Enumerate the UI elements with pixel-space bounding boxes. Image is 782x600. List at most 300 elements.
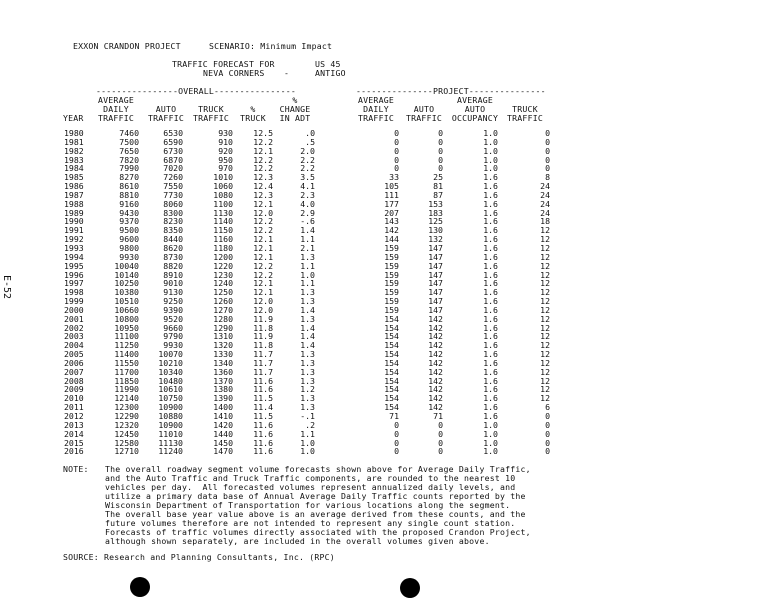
punch-hole-right (400, 578, 420, 598)
cell-project-truck-traffic: 24 (540, 181, 550, 192)
cell-project-auto-traffic: 0 (438, 437, 443, 448)
cell-avg-auto-occupancy: 1.6 (483, 384, 498, 395)
col-auto-h2: TRAFFIC (148, 113, 184, 123)
cell-auto-traffic: 9790 (163, 331, 183, 342)
cell-project-truck-traffic: 0 (545, 136, 550, 147)
cell-avg-daily-traffic: 12320 (114, 419, 139, 430)
cell-project-truck-traffic: 12 (540, 269, 550, 280)
cell-pct-change-adt: 1.4 (300, 331, 315, 342)
cell-year: 1998 (64, 287, 84, 298)
col-occupancy-h3: OCCUPANCY (451, 113, 499, 123)
traffic-forecast-table (64, 129, 550, 456)
cell-auto-traffic: 9130 (163, 287, 183, 298)
cell-pct-truck: 12.0 (253, 304, 273, 315)
cell-year: 2012 (64, 411, 84, 421)
cell-auto-traffic: 9520 (163, 313, 183, 324)
cell-pct-truck: 11.8 (253, 340, 273, 351)
cell-avg-daily-traffic: 12710 (114, 446, 139, 457)
segment-to: ANTIGO (315, 68, 346, 78)
cell-year: 1985 (64, 172, 84, 183)
cell-truck-traffic: 1330 (213, 349, 233, 360)
cell-avg-daily-traffic: 10250 (114, 278, 139, 289)
cell-truck-traffic: 1470 (213, 446, 233, 457)
cell-pct-truck: 12.0 (253, 207, 273, 218)
cell-pct-change-adt: 1.1 (300, 234, 315, 245)
cell-year: 1990 (64, 216, 84, 227)
cell-avg-auto-occupancy: 1.6 (483, 278, 498, 289)
cell-pct-change-adt: 1.0 (300, 446, 315, 457)
cell-project-auto-traffic: 142 (428, 322, 443, 333)
cell-project-truck-traffic: 12 (540, 251, 550, 262)
cell-truck-traffic: 1060 (213, 181, 233, 192)
cell-year: 1999 (64, 296, 84, 307)
cell-auto-traffic: 8350 (163, 225, 183, 236)
cell-project-avg-daily-traffic: 159 (384, 269, 399, 280)
cell-project-truck-traffic: 0 (545, 446, 550, 457)
cell-auto-traffic: 8300 (163, 207, 183, 218)
scenario-label: SCENARIO: Minimum Impact (209, 41, 333, 51)
cell-year: 2013 (64, 419, 84, 430)
cell-avg-daily-traffic: 7460 (119, 128, 139, 138)
cell-project-avg-daily-traffic: 33 (389, 172, 399, 183)
cell-avg-auto-occupancy: 1.6 (483, 411, 498, 421)
cell-project-auto-traffic: 0 (438, 145, 443, 156)
cell-project-avg-daily-traffic: 111 (384, 189, 399, 200)
cell-truck-traffic: 1310 (213, 331, 233, 342)
cell-pct-truck: 12.1 (253, 287, 273, 298)
cell-pct-truck: 12.2 (253, 225, 273, 236)
cell-project-avg-daily-traffic: 0 (394, 136, 399, 147)
cell-avg-auto-occupancy: 1.6 (483, 402, 498, 413)
cell-project-truck-traffic: 12 (540, 340, 550, 351)
cell-pct-change-adt: .2 (305, 419, 315, 430)
cell-project-auto-traffic: 71 (433, 411, 443, 421)
cell-avg-auto-occupancy: 1.6 (483, 216, 498, 227)
cell-truck-traffic: 920 (218, 145, 233, 156)
cell-pct-truck: 12.1 (253, 145, 273, 156)
col-proj-truck-h2: TRAFFIC (507, 113, 543, 123)
cell-project-avg-daily-traffic: 142 (384, 225, 399, 236)
overall-group-header: ----------------OVERALL---------------- (96, 86, 297, 96)
cell-pct-change-adt: .5 (305, 136, 315, 147)
cell-pct-truck: 11.7 (253, 357, 273, 368)
cell-avg-daily-traffic: 11700 (114, 366, 139, 377)
cell-pct-change-adt: 1.3 (300, 402, 315, 413)
cell-auto-traffic: 9010 (163, 278, 183, 289)
cell-pct-truck: 11.5 (253, 411, 273, 421)
cell-avg-auto-occupancy: 1.6 (483, 357, 498, 368)
cell-pct-truck: 12.1 (253, 198, 273, 209)
cell-project-truck-traffic: 0 (545, 154, 550, 165)
cell-project-avg-daily-traffic: 0 (394, 128, 399, 138)
cell-truck-traffic: 1450 (213, 437, 233, 448)
cell-year: 2007 (64, 366, 84, 377)
cell-truck-traffic: 1140 (213, 216, 233, 227)
cell-auto-traffic: 10900 (158, 402, 183, 413)
cell-avg-daily-traffic: 10040 (114, 260, 139, 271)
cell-pct-change-adt: 1.4 (300, 304, 315, 315)
cell-auto-traffic: 8440 (163, 234, 183, 245)
col-pct-truck-h1: % (250, 104, 256, 114)
cell-project-avg-daily-traffic: 159 (384, 296, 399, 307)
cell-project-auto-traffic: 147 (428, 296, 443, 307)
cell-project-auto-traffic: 0 (438, 128, 443, 138)
cell-truck-traffic: 1230 (213, 269, 233, 280)
cell-project-truck-traffic: 12 (540, 357, 550, 368)
cell-avg-auto-occupancy: 1.0 (483, 128, 498, 138)
cell-avg-daily-traffic: 10380 (114, 287, 139, 298)
col-occupancy-h1: AVERAGE (457, 95, 493, 105)
cell-avg-daily-traffic: 12290 (114, 411, 139, 421)
cell-avg-auto-occupancy: 1.6 (483, 172, 498, 183)
cell-avg-auto-occupancy: 1.0 (483, 428, 498, 439)
cell-project-truck-traffic: 12 (540, 322, 550, 333)
cell-pct-change-adt: -.1 (300, 411, 315, 421)
cell-project-avg-daily-traffic: 159 (384, 304, 399, 315)
cell-avg-daily-traffic: 9430 (119, 207, 139, 218)
cell-year: 2014 (64, 428, 84, 439)
page-number: E-52 (1, 275, 12, 300)
cell-project-truck-traffic: 12 (540, 304, 550, 315)
cell-auto-traffic: 8730 (163, 251, 183, 262)
cell-truck-traffic: 1340 (213, 357, 233, 368)
cell-year: 1995 (64, 260, 84, 271)
cell-pct-truck: 11.5 (253, 393, 273, 404)
cell-truck-traffic: 1370 (213, 375, 233, 386)
cell-avg-auto-occupancy: 1.6 (483, 189, 498, 200)
col-proj-auto-h1: AUTO (413, 104, 435, 114)
cell-year: 2006 (64, 357, 84, 368)
cell-pct-truck: 12.2 (253, 136, 273, 147)
cell-auto-traffic: 9250 (163, 296, 183, 307)
cell-pct-change-adt: 2.2 (300, 163, 315, 174)
cell-project-avg-daily-traffic: 144 (384, 234, 399, 245)
cell-project-avg-daily-traffic: 0 (394, 437, 399, 448)
cell-pct-truck: 12.1 (253, 278, 273, 289)
cell-project-auto-traffic: 0 (438, 136, 443, 147)
cell-pct-truck: 11.6 (253, 384, 273, 395)
cell-avg-daily-traffic: 11990 (114, 384, 139, 395)
cell-avg-daily-traffic: 8810 (119, 189, 139, 200)
cell-avg-daily-traffic: 10510 (114, 296, 139, 307)
cell-project-truck-traffic: 12 (540, 331, 550, 342)
cell-project-auto-traffic: 147 (428, 304, 443, 315)
cell-avg-daily-traffic: 12140 (114, 393, 139, 404)
cell-project-auto-traffic: 142 (428, 357, 443, 368)
cell-project-truck-traffic: 12 (540, 234, 550, 245)
cell-project-truck-traffic: 0 (545, 419, 550, 430)
cell-project-auto-traffic: 147 (428, 260, 443, 271)
cell-avg-daily-traffic: 12450 (114, 428, 139, 439)
cell-project-auto-traffic: 147 (428, 251, 443, 262)
cell-project-auto-traffic: 142 (428, 331, 443, 342)
cell-avg-auto-occupancy: 1.6 (483, 269, 498, 280)
cell-project-avg-daily-traffic: 0 (394, 154, 399, 165)
cell-pct-change-adt: 4.0 (300, 198, 315, 209)
cell-truck-traffic: 1130 (213, 207, 233, 218)
cell-year: 1996 (64, 269, 84, 280)
cell-year: 2003 (64, 331, 84, 342)
cell-year: 1981 (64, 136, 84, 147)
cell-project-truck-traffic: 24 (540, 189, 550, 200)
cell-pct-truck: 11.4 (253, 402, 273, 413)
cell-avg-daily-traffic: 9500 (119, 225, 139, 236)
cell-truck-traffic: 1400 (213, 402, 233, 413)
cell-truck-traffic: 1200 (213, 251, 233, 262)
note-line: and the Auto Traffic and Truck Traffic components, are rounded to the nearest 10 (105, 473, 516, 483)
cell-pct-change-adt: 1.3 (300, 251, 315, 262)
cell-project-truck-traffic: 12 (540, 225, 550, 236)
cell-auto-traffic: 6730 (163, 145, 183, 156)
cell-project-avg-daily-traffic: 159 (384, 260, 399, 271)
cell-pct-change-adt: 1.3 (300, 349, 315, 360)
cell-project-auto-traffic: 142 (428, 375, 443, 386)
cell-pct-truck: 12.2 (253, 260, 273, 271)
cell-truck-traffic: 1380 (213, 384, 233, 395)
cell-auto-traffic: 11010 (158, 428, 183, 439)
cell-pct-truck: 12.2 (253, 269, 273, 280)
cell-avg-auto-occupancy: 1.6 (483, 375, 498, 386)
col-proj-truck-h1: TRUCK (512, 104, 538, 114)
cell-pct-truck: 11.6 (253, 419, 273, 430)
cell-avg-auto-occupancy: 1.6 (483, 366, 498, 377)
col-avg-daily-h3: TRAFFIC (98, 113, 134, 123)
cell-year: 1986 (64, 181, 84, 192)
cell-pct-truck: 12.2 (253, 216, 273, 227)
col-change-h1: % (292, 95, 298, 105)
cell-project-avg-daily-traffic: 154 (384, 366, 399, 377)
segment-from: NEVA CORNERS (203, 68, 265, 78)
cell-year: 1989 (64, 207, 84, 218)
cell-avg-auto-occupancy: 1.6 (483, 198, 498, 209)
cell-project-auto-traffic: 147 (428, 287, 443, 298)
cell-year: 2005 (64, 349, 84, 360)
cell-year: 1980 (64, 128, 84, 138)
cell-avg-auto-occupancy: 1.6 (483, 234, 498, 245)
cell-year: 1994 (64, 251, 84, 262)
cell-truck-traffic: 930 (218, 128, 233, 138)
cell-project-auto-traffic: 142 (428, 340, 443, 351)
cell-project-auto-traffic: 142 (428, 384, 443, 395)
note-line: utilize a primary data base of Annual Average Daily Traffic counts reported by the (105, 491, 526, 501)
cell-project-avg-daily-traffic: 154 (384, 349, 399, 360)
cell-auto-traffic: 10750 (158, 393, 183, 404)
cell-project-avg-daily-traffic: 71 (389, 411, 399, 421)
cell-truck-traffic: 1410 (213, 411, 233, 421)
note-line: future volumes therefore are not intended to represent any single count station. (105, 518, 516, 528)
cell-pct-change-adt: -.6 (300, 216, 315, 227)
cell-truck-traffic: 1150 (213, 225, 233, 236)
segment-dash: - (284, 68, 290, 78)
cell-avg-auto-occupancy: 1.6 (483, 304, 498, 315)
cell-avg-auto-occupancy: 1.0 (483, 136, 498, 147)
cell-project-auto-traffic: 87 (433, 189, 443, 200)
cell-project-truck-traffic: 12 (540, 278, 550, 289)
cell-pct-truck: 12.2 (253, 163, 273, 174)
cell-truck-traffic: 1160 (213, 234, 233, 245)
note-line: The overall roadway segment volume forecasts shown above for Average Daily Traffic, (105, 464, 531, 474)
col-proj-avg-h2: DAILY (363, 104, 389, 114)
cell-pct-change-adt: 1.4 (300, 225, 315, 236)
cell-avg-auto-occupancy: 1.6 (483, 296, 498, 307)
cell-pct-truck: 11.9 (253, 313, 273, 324)
cell-avg-daily-traffic: 9600 (119, 234, 139, 245)
cell-truck-traffic: 1100 (213, 198, 233, 209)
cell-avg-daily-traffic: 10800 (114, 313, 139, 324)
cell-year: 1992 (64, 234, 84, 245)
note-line: Forecasts of traffic volumes directly associated with the proposed Crandon Project, (105, 527, 531, 537)
cell-project-auto-traffic: 0 (438, 446, 443, 457)
cell-project-avg-daily-traffic: 154 (384, 331, 399, 342)
cell-year: 1988 (64, 198, 84, 209)
cell-pct-truck: 12.2 (253, 154, 273, 165)
cell-auto-traffic: 9930 (163, 340, 183, 351)
cell-project-truck-traffic: 0 (545, 163, 550, 174)
cell-project-truck-traffic: 0 (545, 128, 550, 138)
cell-avg-daily-traffic: 9370 (119, 216, 139, 227)
cell-truck-traffic: 1390 (213, 393, 233, 404)
forecast-for-label: TRAFFIC FORECAST FOR (172, 59, 275, 69)
cell-project-truck-traffic: 12 (540, 375, 550, 386)
cell-truck-traffic: 910 (218, 136, 233, 147)
cell-project-avg-daily-traffic: 143 (384, 216, 399, 227)
cell-project-avg-daily-traffic: 154 (384, 402, 399, 413)
cell-pct-truck: 12.3 (253, 189, 273, 200)
cell-year: 2008 (64, 375, 84, 386)
cell-year: 1997 (64, 278, 84, 289)
cell-pct-truck: 12.4 (253, 181, 273, 192)
cell-pct-change-adt: .0 (305, 128, 315, 138)
cell-project-avg-daily-traffic: 154 (384, 375, 399, 386)
cell-project-avg-daily-traffic: 154 (384, 357, 399, 368)
cell-auto-traffic: 10610 (158, 384, 183, 395)
col-avg-daily-h1: AVERAGE (98, 95, 134, 105)
cell-project-auto-traffic: 0 (438, 428, 443, 439)
cell-pct-truck: 11.7 (253, 366, 273, 377)
cell-project-avg-daily-traffic: 154 (384, 393, 399, 404)
cell-avg-auto-occupancy: 1.6 (483, 207, 498, 218)
cell-pct-change-adt: 2.2 (300, 154, 315, 165)
cell-project-truck-traffic: 12 (540, 349, 550, 360)
cell-truck-traffic: 1290 (213, 322, 233, 333)
cell-truck-traffic: 1280 (213, 313, 233, 324)
cell-avg-daily-traffic: 10660 (114, 304, 139, 315)
col-auto-h1: AUTO (155, 104, 177, 114)
cell-project-auto-traffic: 142 (428, 366, 443, 377)
cell-auto-traffic: 10880 (158, 411, 183, 421)
cell-truck-traffic: 1270 (213, 304, 233, 315)
cell-truck-traffic: 1320 (213, 340, 233, 351)
cell-year: 1983 (64, 154, 84, 165)
cell-project-auto-traffic: 130 (428, 225, 443, 236)
cell-project-auto-traffic: 132 (428, 234, 443, 245)
cell-project-truck-traffic: 0 (545, 437, 550, 448)
cell-auto-traffic: 8820 (163, 260, 183, 271)
cell-project-auto-traffic: 125 (428, 216, 443, 227)
cell-project-truck-traffic: 0 (545, 428, 550, 439)
cell-avg-auto-occupancy: 1.6 (483, 313, 498, 324)
cell-avg-auto-occupancy: 1.6 (483, 260, 498, 271)
note-line: vehicles per day. All forecasted volumes represent annualized daily levels, and (105, 482, 516, 492)
cell-project-avg-daily-traffic: 154 (384, 340, 399, 351)
cell-auto-traffic: 9390 (163, 304, 183, 315)
col-truck-h2: TRAFFIC (193, 113, 229, 123)
cell-project-auto-traffic: 142 (428, 402, 443, 413)
cell-avg-daily-traffic: 9800 (119, 242, 139, 253)
cell-auto-traffic: 10480 (158, 375, 183, 386)
cell-pct-truck: 12.1 (253, 234, 273, 245)
cell-avg-auto-occupancy: 1.0 (483, 446, 498, 457)
punch-hole-left (130, 577, 150, 597)
cell-avg-daily-traffic: 12300 (114, 402, 139, 413)
cell-project-truck-traffic: 6 (545, 402, 550, 413)
cell-truck-traffic: 1180 (213, 242, 233, 253)
cell-avg-auto-occupancy: 1.6 (483, 287, 498, 298)
col-avg-daily-h2: DAILY (103, 104, 129, 114)
cell-year: 2000 (64, 304, 84, 315)
cell-auto-traffic: 8230 (163, 216, 183, 227)
cell-year: 2016 (64, 446, 84, 457)
cell-auto-traffic: 11240 (158, 446, 183, 457)
cell-pct-change-adt: 1.0 (300, 437, 315, 448)
cell-project-auto-traffic: 142 (428, 349, 443, 360)
cell-year: 2004 (64, 340, 84, 351)
cell-avg-auto-occupancy: 1.6 (483, 251, 498, 262)
cell-avg-auto-occupancy: 1.0 (483, 154, 498, 165)
note-line: Wisconsin Department of Transportation for various locations along the segment. (105, 500, 511, 510)
cell-pct-change-adt: 1.3 (300, 313, 315, 324)
cell-avg-daily-traffic: 7500 (119, 136, 139, 147)
cell-project-auto-traffic: 0 (438, 419, 443, 430)
cell-project-truck-traffic: 12 (540, 384, 550, 395)
cell-pct-change-adt: 2.9 (300, 207, 315, 218)
cell-project-truck-traffic: 24 (540, 198, 550, 209)
cell-pct-truck: 12.1 (253, 242, 273, 253)
route-label: US 45 (315, 59, 341, 69)
cell-auto-traffic: 10070 (158, 349, 183, 360)
cell-avg-daily-traffic: 7990 (119, 163, 139, 174)
note-line: The overall base year value above is an average derived from these counts, and the (105, 509, 526, 519)
cell-avg-daily-traffic: 11850 (114, 375, 139, 386)
cell-project-avg-daily-traffic: 154 (384, 384, 399, 395)
col-year-header: YEAR (63, 113, 84, 123)
cell-pct-truck: 12.0 (253, 296, 273, 307)
cell-avg-daily-traffic: 11250 (114, 340, 139, 351)
cell-auto-traffic: 10900 (158, 419, 183, 430)
cell-project-auto-traffic: 153 (428, 198, 443, 209)
cell-project-truck-traffic: 12 (540, 287, 550, 298)
cell-project-auto-traffic: 142 (428, 313, 443, 324)
col-proj-avg-h1: AVERAGE (358, 95, 394, 105)
cell-avg-daily-traffic: 11400 (114, 349, 139, 360)
cell-project-auto-traffic: 142 (428, 393, 443, 404)
cell-pct-change-adt: 1.3 (300, 357, 315, 368)
cell-project-truck-traffic: 0 (545, 411, 550, 421)
cell-pct-change-adt: 1.3 (300, 287, 315, 298)
cell-auto-traffic: 6530 (163, 128, 183, 138)
cell-project-truck-traffic: 18 (540, 216, 550, 227)
cell-pct-change-adt: 1.1 (300, 278, 315, 289)
cell-project-avg-daily-traffic: 0 (394, 428, 399, 439)
cell-pct-change-adt: 1.4 (300, 322, 315, 333)
project-group-header: ---------------PROJECT--------------- (356, 86, 546, 96)
cell-avg-auto-occupancy: 1.6 (483, 181, 498, 192)
cell-avg-auto-occupancy: 1.0 (483, 419, 498, 430)
cell-project-avg-daily-traffic: 154 (384, 322, 399, 333)
cell-project-avg-daily-traffic: 159 (384, 278, 399, 289)
cell-pct-truck: 11.6 (253, 446, 273, 457)
cell-avg-auto-occupancy: 1.6 (483, 331, 498, 342)
